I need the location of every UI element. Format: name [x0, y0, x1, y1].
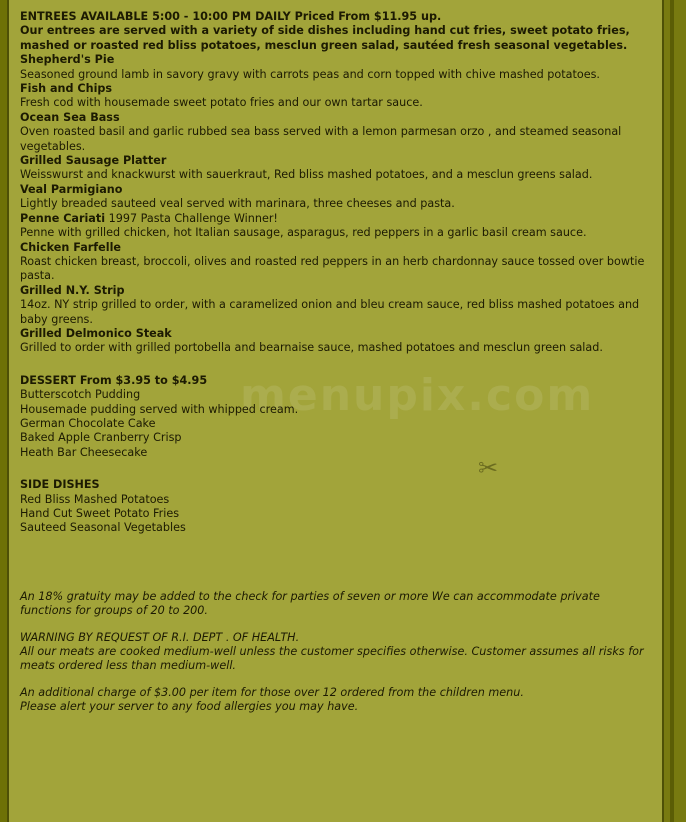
entree-desc: 14oz. NY strip grilled to order, with a caramelized onion and bleu cream sauce, red bliss mashed potatoes and baby greens. — [20, 298, 640, 326]
entree-desc: Grilled to order with grilled portobella and bearnaise sauce, mashed potatoes and mesclun green salad. — [20, 341, 603, 355]
side-line: Sauteed Seasonal Vegetables — [20, 521, 186, 535]
entree-item — [20, 53, 650, 82]
entree-desc: Lightly breaded sauteed veal served with marinara, three cheeses and pasta. — [20, 197, 455, 211]
dessert-line: Housemade pudding served with whipped cream. — [20, 402, 299, 416]
entree-desc: Penne with grilled chicken, hot Italian sausage, asparagus, red peppers in a garlic basil cream sauce. — [20, 226, 587, 240]
entree-item — [20, 154, 650, 183]
entree-name: Ocean Sea Bass — [20, 110, 120, 124]
dessert-line: Baked Apple Cranberry Crisp — [20, 431, 182, 445]
entree-desc: Fresh cod with housemade sweet potato fries and our own tartar sauce. — [20, 96, 423, 110]
dessert-header: DESSERT From $3.95 to $4.95 — [20, 373, 208, 387]
dessert-line: German Chocolate Cake — [20, 416, 156, 430]
entree-item — [20, 212, 650, 241]
entrees-header: ENTREES AVAILABLE 5:00 - 10:00 PM DAILY Priced From $11.95 up. — [20, 10, 442, 23]
dessert-line: Heath Bar Cheesecake — [20, 445, 148, 459]
right-border-bar — [664, 0, 686, 822]
entree-item — [20, 241, 650, 284]
sides-header: SIDE DISHES — [20, 478, 100, 492]
entree-name: Chicken Farfelle — [20, 240, 121, 254]
side-line: Red Bliss Mashed Potatoes — [20, 492, 170, 506]
dessert-line: Butterscotch Pudding — [20, 388, 141, 402]
right-border-stripe — [670, 0, 674, 822]
gratuity-note: An 18% gratuity may be added to the check for parties of seven or more We can accommodate private functions for groups of 20 to 200. — [20, 589, 600, 618]
entree-title-line — [20, 212, 650, 226]
entree-name: Grilled N.Y. Strip — [20, 283, 125, 297]
entree-item — [20, 111, 650, 154]
entree-name: Penne Cariati — [20, 211, 106, 225]
entree-desc: Oven roasted basil and garlic rubbed sea bass served with a lemon parmesan orzo , and steamed seasonal vegetables. — [20, 125, 622, 153]
side-line: Hand Cut Sweet Potato Fries — [20, 507, 180, 520]
entree-desc: Weisswurst and knackwurst with sauerkraut, Red bliss mashed potatoes, and a mesclun greens salad. — [20, 168, 593, 182]
entree-item — [20, 82, 650, 111]
entree-award-note: 1997 Pasta Challenge Winner! — [105, 211, 278, 225]
menu-content — [20, 10, 650, 715]
entree-name: Shepherd's Pie — [20, 53, 115, 67]
entree-name: Veal Parmigiano — [20, 182, 123, 196]
entree-desc: Roast chicken breast, broccoli, olives and roasted red peppers in an herb chardonnay sauce tossed over bowtie pasta. — [20, 254, 645, 283]
entree-desc: Seasoned ground lamb in savory gravy with carrots peas and corn topped with chive mashed potatoes. — [20, 67, 600, 81]
warning-title: WARNING BY REQUEST OF R.I. DEPT . OF HEALTH. — [20, 630, 300, 644]
warning-text: All our meats are cooked medium-well unless the customer specifies otherwise. Customer assumes all risks for meats ordered less than medium-well. — [20, 645, 644, 673]
entrees-intro: Our entrees are served with a variety of side dishes including hand cut fries, sweet potato fries, mashed or roasted red bliss potatoes, mesclun green salad, sautéed fresh seasonal vegetables. — [20, 24, 630, 52]
scissors-icon: ✂ — [478, 454, 499, 482]
children-charge-note: An additional charge of $3.00 per item for those over 12 ordered from the children menu. — [20, 685, 524, 699]
entree-name: Grilled Delmonico Steak — [20, 326, 172, 340]
entree-item — [20, 284, 650, 327]
allergy-note: Please alert your server to any food allergies you may have. — [20, 700, 359, 714]
entree-item — [20, 327, 650, 356]
entree-name: Grilled Sausage Platter — [20, 154, 167, 168]
entree-name: Fish and Chips — [20, 82, 113, 96]
entree-item — [20, 183, 650, 212]
